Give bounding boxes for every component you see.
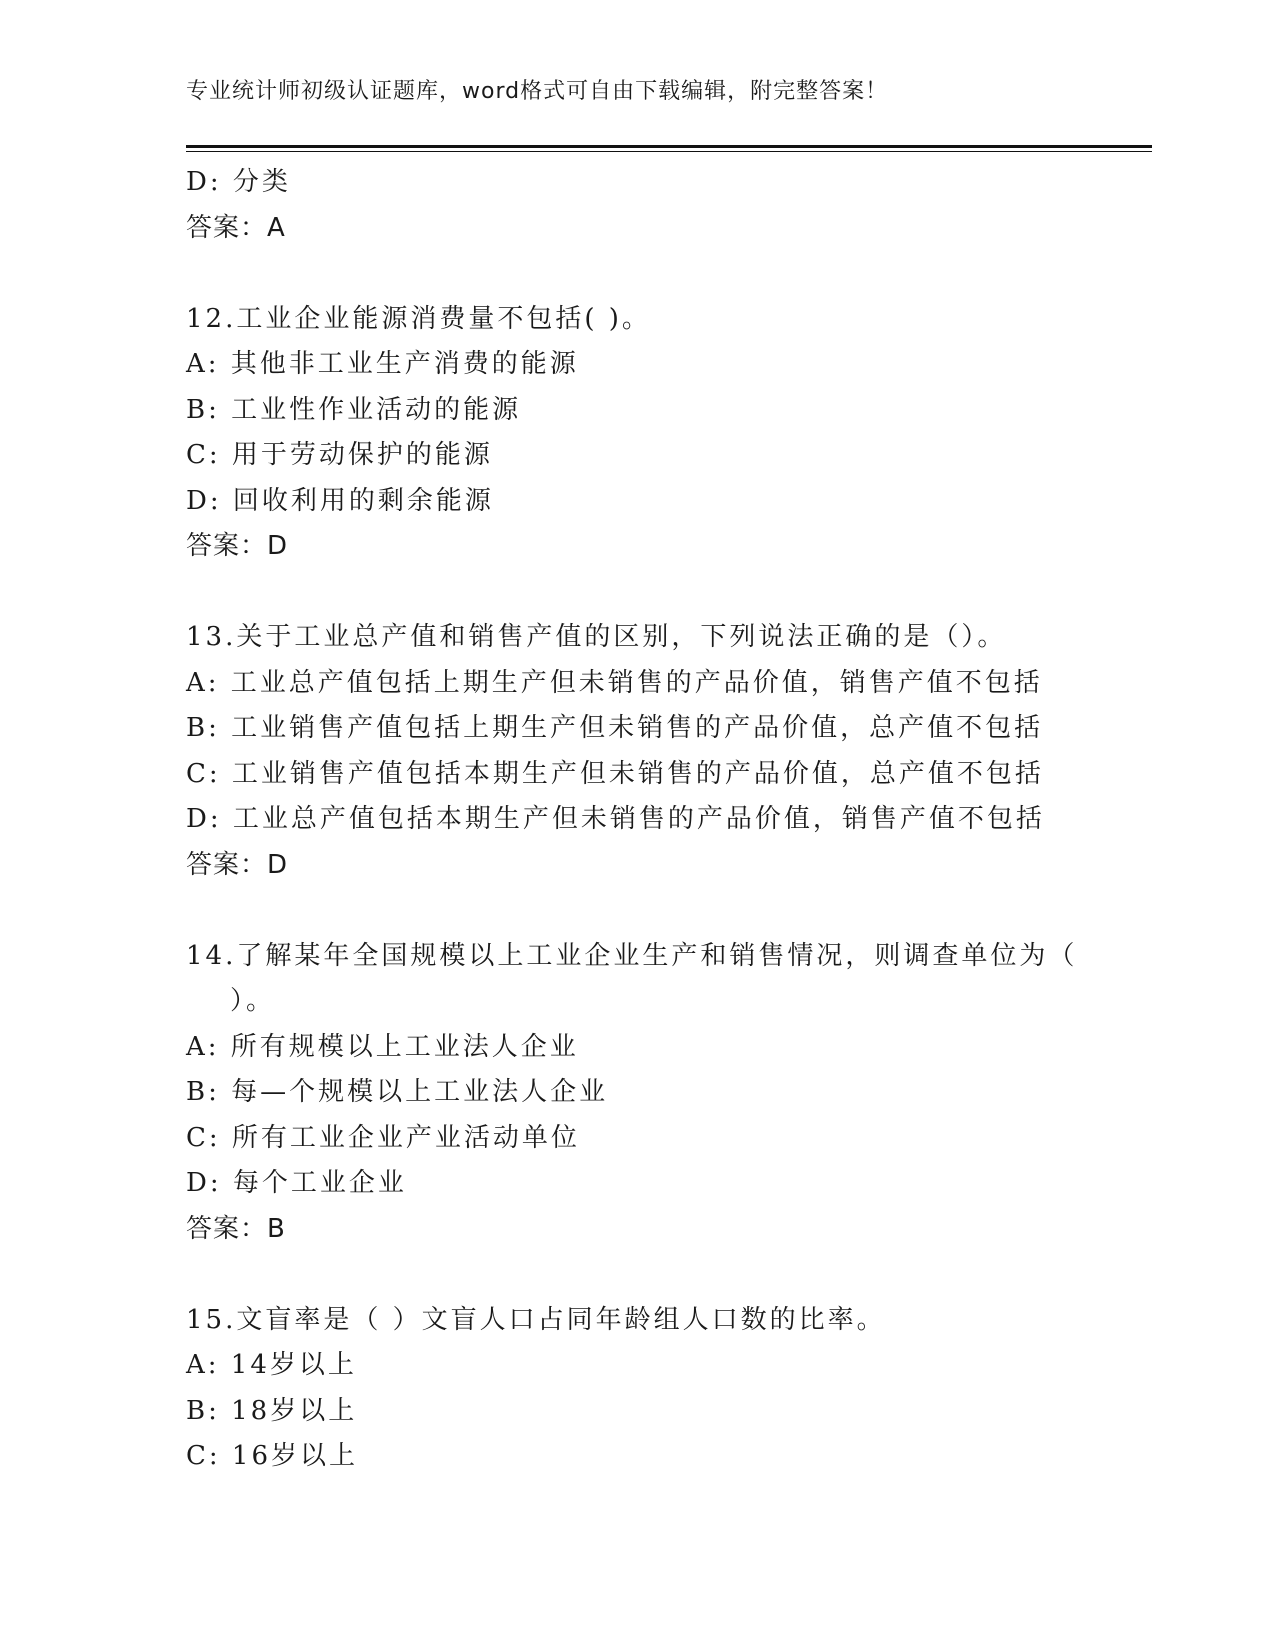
option-b: B: 每—个规模以上工业法人企业: [186, 1077, 609, 1107]
option-a: A: 其他非工业生产消费的能源: [186, 349, 579, 379]
question-stem-continuation: ）。: [230, 986, 276, 1016]
question-stem: 15.文盲率是（ ）文盲人口占同年龄组人口数的比率。: [186, 1304, 886, 1335]
spacer: [186, 888, 1106, 934]
option-c: C: 16岁以上: [186, 1441, 359, 1471]
option-d: D: 每个工业企业: [186, 1168, 407, 1198]
question-15: [186, 1298, 1106, 1480]
spacer: [186, 251, 1106, 297]
spacer: [186, 570, 1106, 616]
spacer: [186, 1252, 1106, 1298]
option-b: B: 工业性作业活动的能源: [186, 394, 522, 425]
option-a: A: 所有规模以上工业法人企业: [186, 1031, 579, 1062]
question-stem: 13.关于工业总产值和销售产值的区别，下列说法正确的是（）。: [186, 622, 1007, 652]
prev-answer: 答案：A: [186, 212, 286, 243]
header-note: 专业统计师初级认证题库，word格式可自由下载编辑，附完整答案！: [186, 79, 889, 104]
answer: 答案：B: [186, 1213, 286, 1244]
option-d: D: 工业总产值包括本期生产但未销售的产品价值，销售产值不包括: [186, 804, 1045, 834]
option-c: C: 所有工业企业产业活动单位: [186, 1122, 580, 1153]
option-a: A: 14岁以上: [186, 1350, 357, 1380]
option-a: A: 工业总产值包括上期生产但未销售的产品价值，销售产值不包括: [186, 667, 1043, 698]
question-12: [186, 297, 1106, 570]
prev-option-d: D: 分类: [186, 167, 291, 197]
option-c: C: 用于劳动保护的能源: [186, 440, 493, 470]
answer: 答案：D: [186, 849, 289, 880]
option-d: D: 回收利用的剩余能源: [186, 485, 494, 516]
question-stem: 14.了解某年全国规模以上工业企业生产和销售情况，则调查单位为（: [186, 940, 1078, 971]
question-13: [186, 615, 1106, 888]
option-c: C: 工业销售产值包括本期生产但未销售的产品价值，总产值不包括: [186, 758, 1044, 789]
answer: 答案：D: [186, 531, 289, 561]
question-14: [186, 934, 1106, 1253]
question-stem: 12.工业企业能源消费量不包括( )。: [186, 303, 651, 334]
header-rule-thick: [186, 145, 1152, 148]
question-list: [186, 160, 1106, 1480]
header-rule-thin: [186, 151, 1152, 152]
option-b: B: 工业销售产值包括上期生产但未销售的产品价值，总产值不包括: [186, 713, 1044, 743]
option-b: B: 18岁以上: [186, 1395, 358, 1426]
